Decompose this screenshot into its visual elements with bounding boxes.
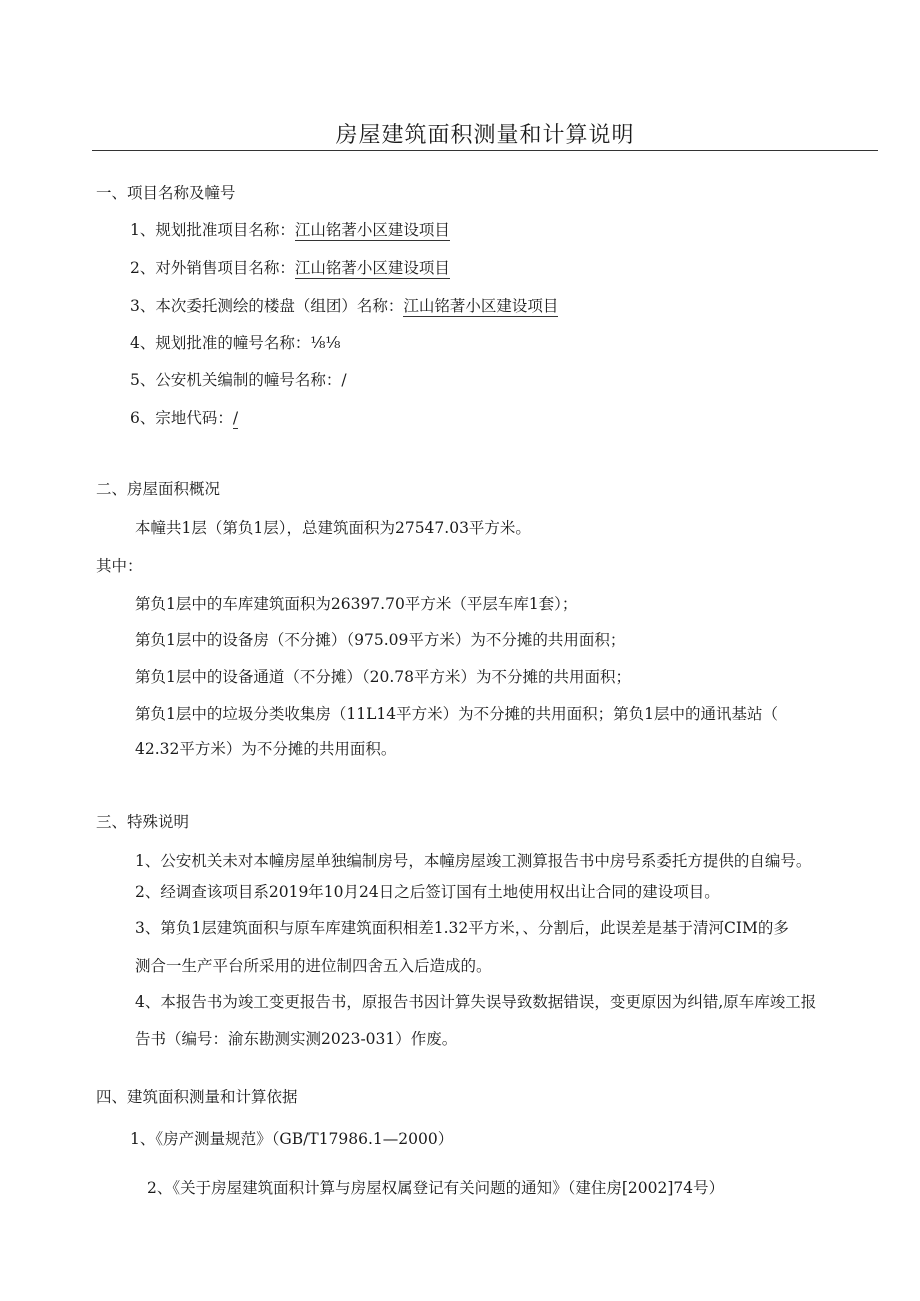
item-label: 3、本次委托测绘的楼盘（组团）名称： [130,297,404,315]
item-label: 1、规划批准项目名称： [130,221,295,239]
among-label: 其中： [96,557,143,575]
section2-heading: 二、房屋面积概况 [96,480,221,498]
area-detail-line: 42.32平方米）为不分摊的共用面积。 [135,740,397,758]
section4-heading: 四、建筑面积测量和计算依据 [96,1088,298,1106]
item-value: 江山铭著小区建设项目 [294,259,450,277]
item-value: 江山铭著小区建设项目 [294,221,450,239]
item-value: / [341,371,347,389]
item-label: 2、对外销售项目名称： [130,259,295,277]
note-line: 2、经调查该项目系2019年10月24日之后签订国有土地使用权出让合同的建设项目。 [135,883,720,901]
page-title: 房屋建筑面积测量和计算说明 [335,123,635,148]
note-line: 测合一生产平台所采用的进位制四舍五入后造成的。 [135,957,492,975]
area-detail-line: 第负1层中的设备通道（不分摊）（20.78平方米）为不分摊的共用面积； [135,668,631,686]
item-label: 6、宗地代码： [130,409,233,427]
item-police-building-number [130,370,347,390]
section1-heading: 一、项目名称及幢号 [96,184,236,202]
area-detail-line: 第负1层中的车库建筑面积为26397.70平方米（平层车库1套）； [135,595,578,613]
note-line: 3、第负1层建筑面积与原车库建筑面积相差1.32平方米，、分割后，此误差是基于清河CIM的多 [135,919,789,937]
note-line: 告书（编号：渝东勘测实测2023-031）作废。 [135,1030,458,1048]
area-summary: 本幢共1层（第负1层），总建筑面积为27547.03平方米。 [135,519,531,537]
reference-item: 1、《房产测量规范》（GB/T17986.1—2000） [130,1130,454,1148]
item-planning-project-name [130,220,450,240]
note-line: 1、公安机关未对本幢房屋单独编制房号，本幢房屋竣工测算报告书中房号系委托方提供的自编号。 [135,852,812,870]
note-line: 4、本报告书为竣工变更报告书，原报告书因计算失误导致数据错误，变更原因为纠错,原车库竣工报 [135,993,817,1011]
item-parcel-code [130,408,238,428]
item-label: 4、规划批准的幢号名称： [130,334,311,352]
item-building-number [130,333,340,353]
item-value: ⅛⅛ [310,334,341,352]
item-value: / [232,409,239,427]
section3-heading: 三、特殊说明 [96,813,190,831]
item-sales-project-name [130,258,450,278]
item-building-group-name [130,296,558,316]
area-detail-line: 第负1层中的设备房（不分摊）（975.09平方米）为不分摊的共用面积； [135,631,626,649]
reference-item: 2、《关于房屋建筑面积计算与房屋权属登记有关问题的通知》（建住房[2002]74号） [147,1179,725,1197]
title-underline [92,150,878,151]
item-label: 5、公安机关编制的幢号名称： [130,371,342,389]
item-value: 江山铭著小区建设项目 [403,297,559,315]
area-detail-line: 第负1层中的垃圾分类收集房（11L14平方米）为不分摊的共用面积；第负1层中的通讯基站（ [135,705,778,723]
